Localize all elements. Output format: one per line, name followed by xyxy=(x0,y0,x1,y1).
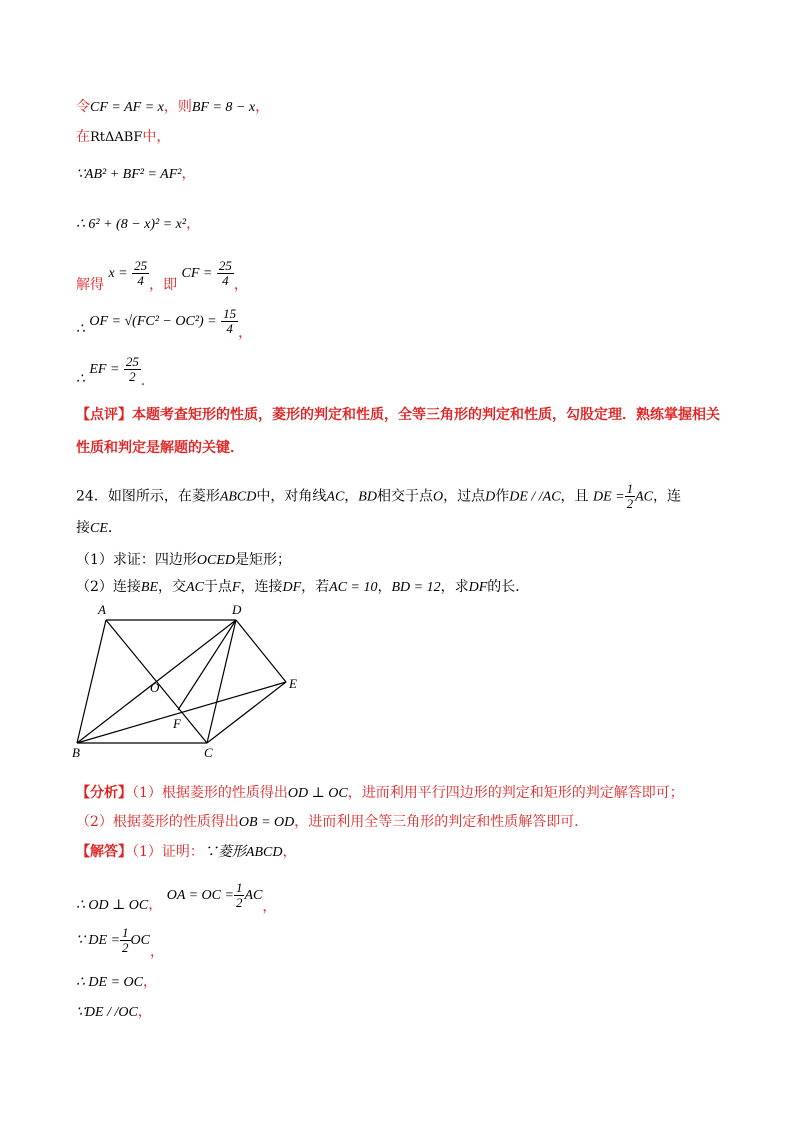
analysis-tag: 【分析】 xyxy=(76,785,132,801)
denominator: 4 xyxy=(222,272,229,288)
segment-DF xyxy=(178,620,236,710)
problem-24-line-2 xyxy=(76,518,122,539)
analysis-line-2 xyxy=(76,812,588,833)
text: ， xyxy=(255,99,270,115)
math-expression: BD xyxy=(358,489,377,505)
therefore-symbol: ∴ xyxy=(76,322,85,337)
solution-tag: 【解答】 xyxy=(76,844,132,860)
problem-24-q1 xyxy=(76,550,291,571)
text: 如图所示，在菱形 xyxy=(107,488,220,505)
numerator: 1 xyxy=(626,481,634,496)
comment-line-2 xyxy=(76,438,244,458)
problem-24-line-1 xyxy=(76,482,681,512)
text: 相交于点 xyxy=(376,488,433,505)
text: 是矩形； xyxy=(235,552,292,568)
label-F: F xyxy=(173,716,181,731)
solution-part-line-1 xyxy=(76,842,296,863)
text: （2）根据菱形的性质得出 xyxy=(76,814,239,830)
comment-text: 性质和判定是解题的关键． xyxy=(76,440,244,456)
math-expression: OCED xyxy=(196,553,236,568)
numerator: 1 xyxy=(235,879,243,895)
math-expression: x = xyxy=(108,266,128,281)
solution-line-2 xyxy=(76,127,170,148)
text: ， xyxy=(238,325,253,341)
math-expression: OC xyxy=(130,933,150,948)
problem-24-q2 xyxy=(76,577,529,598)
math-expression: AC xyxy=(635,489,653,505)
denominator: 2 xyxy=(626,496,634,511)
math-expression: AC xyxy=(244,888,263,903)
solution-line-7 xyxy=(76,354,155,396)
text: ， xyxy=(344,488,359,505)
numerator: 15 xyxy=(223,305,237,321)
denominator: 2 xyxy=(235,894,243,910)
fraction xyxy=(120,926,131,955)
math-expression: CE xyxy=(90,521,108,536)
math-expression: ∴ OD ⊥ OC xyxy=(76,898,149,913)
math-expression: CF = xyxy=(181,266,213,281)
numerator: 1 xyxy=(122,924,129,940)
text: ，若 xyxy=(301,579,330,595)
math-expression: AC xyxy=(326,489,345,505)
text: ， xyxy=(181,166,196,182)
math-expression: DE = xyxy=(593,489,625,505)
math-expression: O xyxy=(432,489,444,505)
therefore-symbol: ∴ xyxy=(76,372,85,387)
text: 令 xyxy=(76,99,90,115)
text: ， xyxy=(282,844,297,860)
text: ， xyxy=(377,579,392,595)
solution-part-line-5 xyxy=(76,1002,152,1023)
text: 解得 xyxy=(76,277,104,293)
text: 在 xyxy=(76,129,90,145)
text: ． xyxy=(107,520,122,536)
solution-line-1 xyxy=(76,97,269,118)
fraction xyxy=(132,259,149,288)
math-expression: OD ⊥ OC xyxy=(287,786,348,801)
text: ， xyxy=(137,1004,152,1020)
text: 的长． xyxy=(487,579,530,595)
math-expression: DF xyxy=(468,580,488,595)
text: ，连接 xyxy=(240,579,283,595)
denominator: 2 xyxy=(122,939,129,955)
denominator: 2 xyxy=(129,368,136,384)
math-expression: ABCD xyxy=(245,845,283,860)
math-expression: D xyxy=(485,489,496,505)
text: 于点 xyxy=(203,579,232,595)
math-expression: F xyxy=(231,580,241,595)
text: ，即 xyxy=(149,277,178,293)
comment-line-1 xyxy=(76,405,720,425)
text: ，且 xyxy=(560,488,589,505)
math-expression: DF xyxy=(282,580,302,595)
text: ，则 xyxy=(163,99,192,115)
solution-part-line-3 xyxy=(76,925,164,967)
text: 作 xyxy=(495,488,510,505)
math-expression: AC = 10 xyxy=(329,580,378,595)
solution-line-6 xyxy=(76,306,252,348)
math-expression: ∵菱形 xyxy=(203,845,246,860)
math-expression: ∵AB² + BF² = AF² xyxy=(76,167,182,182)
text: ， xyxy=(148,897,163,913)
text: ，求 xyxy=(440,579,469,595)
math-expression: ∵ DE = xyxy=(76,933,121,948)
text: ， xyxy=(186,216,201,232)
text: 接 xyxy=(76,520,90,536)
text: ，进而利用平行四边形的判定和矩形的判定解答即可； xyxy=(347,785,684,801)
math-expression: OA = OC = xyxy=(166,888,234,903)
text: （1）证明： xyxy=(132,844,204,860)
solution-part-line-2 xyxy=(76,880,276,922)
label-A: A xyxy=(98,602,106,617)
label-C: C xyxy=(204,745,213,760)
text: ，连 xyxy=(653,488,681,505)
math-expression: BF = 8 − x xyxy=(191,100,256,115)
numerator: 25 xyxy=(125,353,139,369)
math-expression: CF = AF = x xyxy=(90,100,164,115)
text: ，过点 xyxy=(443,488,486,505)
solution-part-line-4 xyxy=(76,972,157,993)
fraction xyxy=(217,259,234,288)
text: 中， xyxy=(142,129,171,145)
label-O: O xyxy=(150,680,160,695)
segment-BE xyxy=(77,682,286,743)
solution-line-4 xyxy=(76,214,200,235)
rhombus-figure xyxy=(70,600,310,760)
denominator: 4 xyxy=(226,320,233,336)
fraction xyxy=(124,355,141,384)
numerator: 25 xyxy=(218,257,232,273)
text: （1）求证：四边形 xyxy=(76,552,197,568)
problem-number: 24． xyxy=(76,488,108,505)
analysis-line-1 xyxy=(76,783,684,804)
comment-text: 本题考查矩形的性质，菱形的判定和性质，全等三角形的判定和性质，勾股定理．熟练掌握相关 xyxy=(132,407,720,423)
math-expression: BD = 12 xyxy=(391,580,441,595)
denominator: 4 xyxy=(137,272,144,288)
text: ， xyxy=(262,899,277,915)
text: ， xyxy=(233,277,248,293)
math-expression: EF = xyxy=(89,362,120,377)
comment-tag: 【点评】 xyxy=(76,407,132,423)
math-expression: RtΔABF xyxy=(90,130,143,145)
label-D: D xyxy=(232,602,242,617)
fraction xyxy=(221,307,238,336)
math-expression: BE xyxy=(140,580,159,595)
text: （1）根据菱形的性质得出 xyxy=(132,785,288,801)
numerator: 25 xyxy=(134,257,148,273)
text: ，交 xyxy=(158,579,187,595)
text: ， xyxy=(149,944,164,960)
math-expression: ∴ DE = OC xyxy=(76,975,143,990)
math-expression: OB = OD xyxy=(238,815,295,830)
label-E: E xyxy=(289,676,297,691)
text: 中，对角线 xyxy=(256,488,327,505)
math-expression: DE / /AC xyxy=(509,489,561,505)
text: （2）连接 xyxy=(76,579,141,595)
fraction xyxy=(625,482,636,511)
math-expression: ∵DE / /OC xyxy=(76,1005,138,1020)
text: ， xyxy=(142,974,157,990)
text: ． xyxy=(140,373,155,389)
solution-line-5 xyxy=(76,258,248,300)
fraction xyxy=(234,881,245,910)
solution-line-3 xyxy=(76,164,195,185)
math-expression: ABCD xyxy=(219,489,257,505)
text: ，进而利用全等三角形的判定和性质解答即可． xyxy=(294,814,589,830)
label-B: B xyxy=(72,745,80,760)
math-expression: ∴ 6² + (8 − x)² = x² xyxy=(76,217,187,232)
math-expression: OF = √(FC² − OC²) = xyxy=(89,314,217,329)
segment-DE xyxy=(236,620,286,682)
math-expression: AC xyxy=(186,580,204,595)
